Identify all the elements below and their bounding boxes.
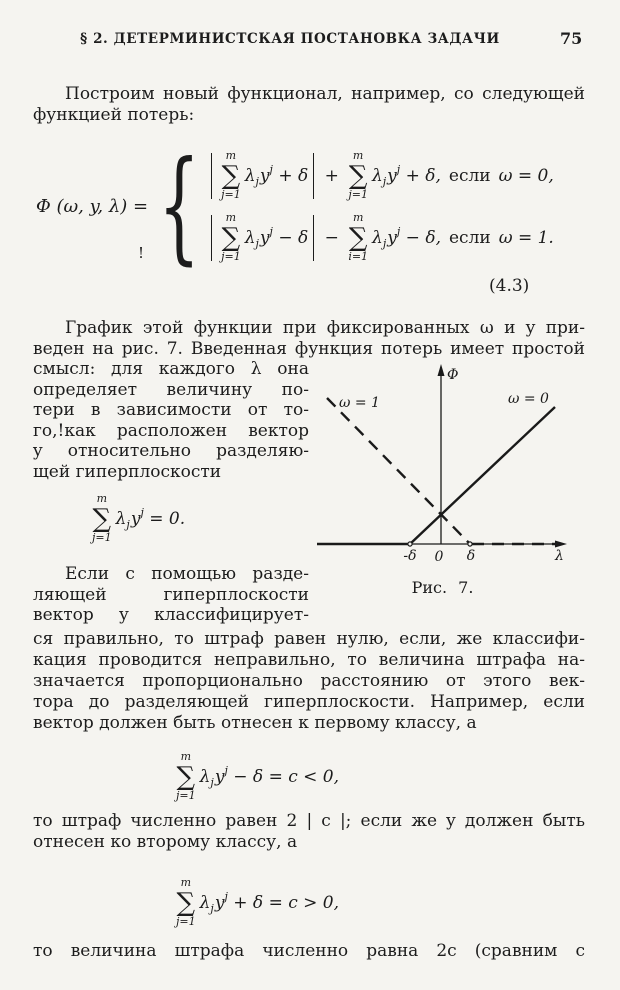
paragraph-graph-narrow: смысл: для каждого λ она определяет величину по- тери в зависимости от то- го,!как расположен вектор y относительно разделяю- щей гиперплоскости [33,359,309,482]
delta-tick-label: δ [466,548,476,562]
equation-4-3 [36,134,581,278]
lambda-axis-label: λ [555,548,564,562]
minus-delta-tick-label: -δ [403,548,417,562]
zero-tick-label: 0 [434,549,444,562]
equation-case-omega0: m ∑ j=1 λ j y j + δ + m ∑ j=1 λ j y j + δ, если ω = 0, [206,150,554,201]
page-number: 75 [560,29,583,48]
running-header: § 2. ДЕТЕРМИНИСТСКАЯ ПОСТАНОВКА ЗАДАЧИ [80,31,500,47]
omega0-line [317,407,555,544]
omega1-line [327,398,470,544]
equation-number: (4.3) [489,276,530,296]
figure-7-plot [315,362,570,562]
paragraph-intro: Построим новый функционал, например, со следующей функцией потерь: [33,84,585,125]
formula-class-one: m ∑ j=1 λ j y j − δ = c < 0, [176,750,340,802]
paragraph-penalty: то штраф численно равен 2 | c |; если же y должен быть отнесен ко второму классу, а [33,811,585,852]
equation-case-omega1: m ∑ j=1 λ j y j − δ − m ∑ i=1 λ j y j − δ, если ω = 1. [206,212,554,263]
paragraph-graph-wide: График этой функции при фиксированных ω и y при- веден на рис. 7. Введенная функция потерь имеет простой [33,318,585,359]
delta-point [468,542,472,546]
equation-lhs: Φ (ω, y, λ) = [36,196,149,218]
paragraph-final: то величина штрафа численно равна 2c (сравним с [33,941,585,961]
curly-brace: { [158,134,201,278]
ink-artifact: ! [138,244,145,262]
omega1-label: ω = 1 [339,395,380,411]
paragraph-if-narrow: Если с помощью разде- ляющей гиперплоскости вектор y классифицирует- [33,564,309,625]
minus-delta-point [408,542,412,546]
y-axis-arrow-icon [438,364,445,376]
formula-hyperplane: m ∑ j=1 λ j y j = 0. [92,492,186,544]
phi-axis-label: Φ [447,367,459,383]
omega0-label: ω = 0 [508,391,549,407]
figure-caption: Рис. 7. [411,578,474,597]
formula-class-two: m ∑ j=1 λ j y j + δ = c > 0, [176,876,340,928]
equation-cases [206,150,554,264]
paragraph-if-wide: ся правильно, то штраф равен нулю, если, же классифи- кация проводится неправильно, то величина штрафа на- значается пропорционально расстоянию от этого век- тора до разделяющей гиперплоскости. Например, если вектор должен быть отнесен к первому классу, а [33,629,585,733]
